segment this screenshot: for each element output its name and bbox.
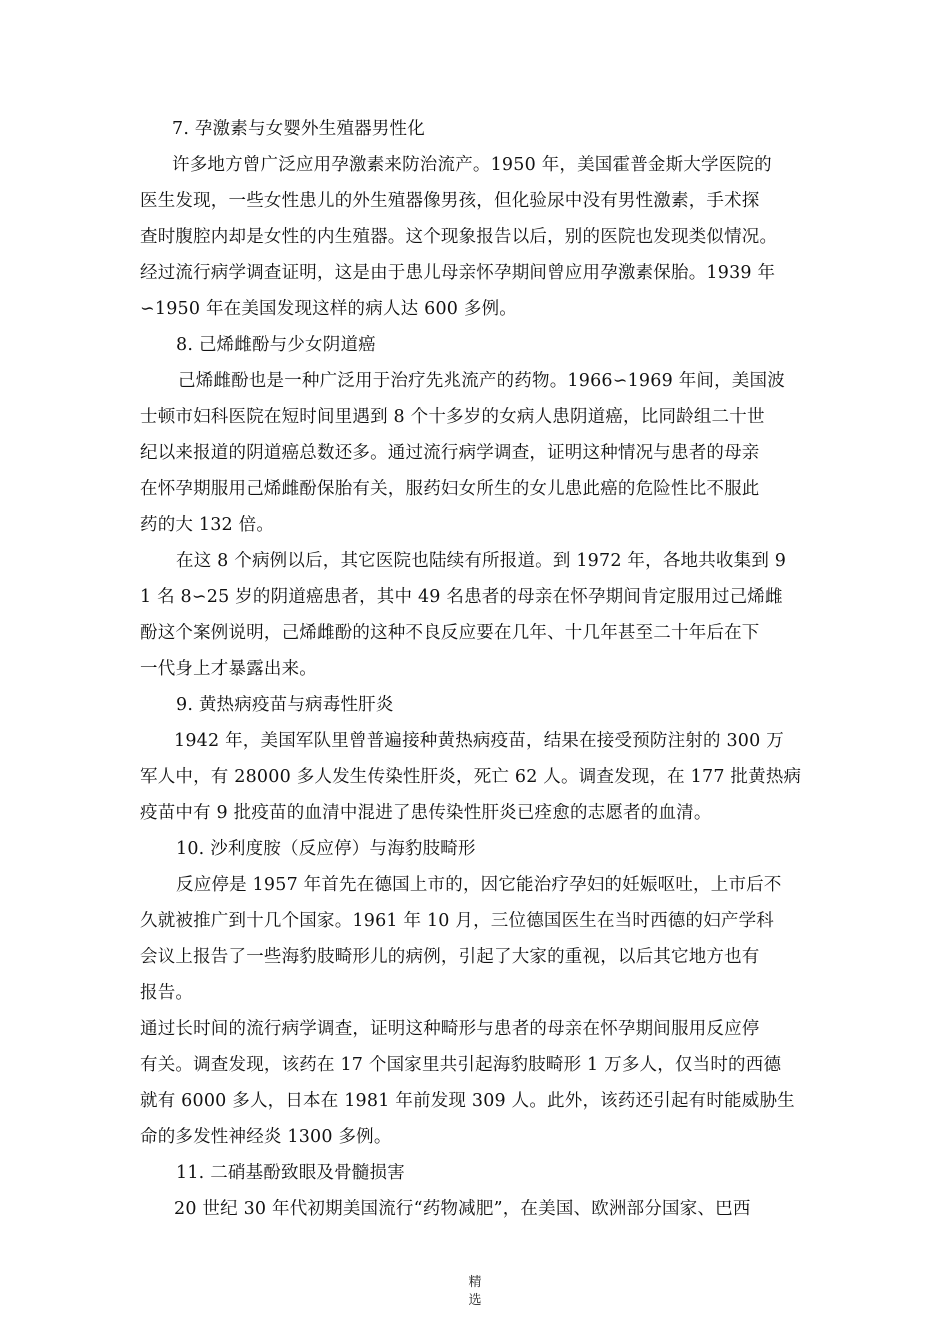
paragraph-line: 疫苗中有 9 批疫苗的血清中混进了患传染性肝炎已痊愈的志愿者的血清。 <box>140 803 712 823</box>
section-7-heading: 7. 孕激素与女婴外生殖器男性化 <box>172 119 425 139</box>
paragraph-line: 在怀孕期服用己烯雌酚保胎有关，服药妇女所生的女儿患此癌的危险性比不服此 <box>140 479 760 499</box>
footer-mark-line-1: 精 <box>468 1275 482 1290</box>
paragraph-line: 20 世纪 30 年代初期美国流行“药物减肥”，在美国、欧洲部分国家、巴西 <box>174 1199 751 1219</box>
paragraph-line: 药的大 132 倍。 <box>140 515 275 535</box>
paragraph-line: 反应停是 1957 年首先在德国上市的，因它能治疗孕妇的妊娠呕吐，上市后不 <box>176 875 782 895</box>
section-11-heading: 11. 二硝基酚致眼及骨髓损害 <box>176 1163 405 1183</box>
paragraph-line: 报告。 <box>140 983 194 1003</box>
section-8-heading: 8. 己烯雌酚与少女阴道癌 <box>176 335 376 355</box>
paragraph-line: 久就被推广到十几个国家。1961 年 10 月，三位德国医生在当时西德的妇产学科 <box>140 911 774 931</box>
paragraph-line: 会议上报告了一些海豹肢畸形儿的病例，引起了大家的重视，以后其它地方也有 <box>140 947 760 967</box>
paragraph-line: 1942 年，美国军队里曾普遍接种黄热病疫苗，结果在接受预防注射的 300 万 <box>174 731 784 751</box>
paragraph-line: 命的多发性神经炎 1300 多例。 <box>140 1127 392 1147</box>
paragraph-line: 己烯雌酚也是一种广泛用于治疗先兆流产的药物。1966∽1969 年间，美国波 <box>178 371 785 391</box>
paragraph-line: 军人中，有 28000 多人发生传染性肝炎，死亡 62 人。调查发现，在 177 批黄热病 <box>140 767 802 787</box>
paragraph-line: 许多地方曾广泛应用孕激素来防治流产。1950 年，美国霍普金斯大学医院的 <box>172 155 772 175</box>
section-9-heading: 9. 黄热病疫苗与病毒性肝炎 <box>176 695 394 715</box>
paragraph-line: 就有 6000 多人，日本在 1981 年前发现 309 人。此外，该药还引起有时能威胁生 <box>140 1091 795 1111</box>
paragraph-line: 士顿市妇科医院在短时间里遇到 8 个十多岁的女病人患阴道癌，比同龄组二十世 <box>140 407 765 427</box>
paragraph-line: 查时腹腔内却是女性的内生殖器。这个现象报告以后，别的医院也发现类似情况。 <box>140 227 778 247</box>
paragraph-line: 纪以来报道的阴道癌总数还多。通过流行病学调查，证明这种情况与患者的母亲 <box>140 443 760 463</box>
footer-mark-line-2: 选 <box>468 1293 482 1308</box>
paragraph-line: 有关。调查发现，该药在 17 个国家里共引起海豹肢畸形 1 万多人，仅当时的西德 <box>140 1055 782 1075</box>
paragraph-line: 医生发现，一些女性患儿的外生殖器像男孩，但化验尿中没有男性激素，手术探 <box>140 191 760 211</box>
paragraph-line: 经过流行病学调查证明，这是由于患儿母亲怀孕期间曾应用孕激素保胎。1939 年 <box>140 263 776 283</box>
paragraph-line: ∽1950 年在美国发现这样的病人达 600 多例。 <box>140 299 517 319</box>
paragraph-line: 一代身上才暴露出来。 <box>140 659 317 679</box>
section-10-heading: 10. 沙利度胺（反应停）与海豹肢畸形 <box>176 839 476 859</box>
paragraph-line: 1 名 8∽25 岁的阴道癌患者，其中 49 名患者的母亲在怀孕期间肯定服用过己烯雌 <box>140 587 783 607</box>
paragraph-line: 酚这个案例说明，己烯雌酚的这种不良反应要在几年、十几年甚至二十年后在下 <box>140 623 760 643</box>
paragraph-line: 通过长时间的流行病学调查，证明这种畸形与患者的母亲在怀孕期间服用反应停 <box>140 1019 760 1039</box>
paragraph-line: 在这 8 个病例以后，其它医院也陆续有所报道。到 1972 年，各地共收集到 9 <box>176 551 787 571</box>
